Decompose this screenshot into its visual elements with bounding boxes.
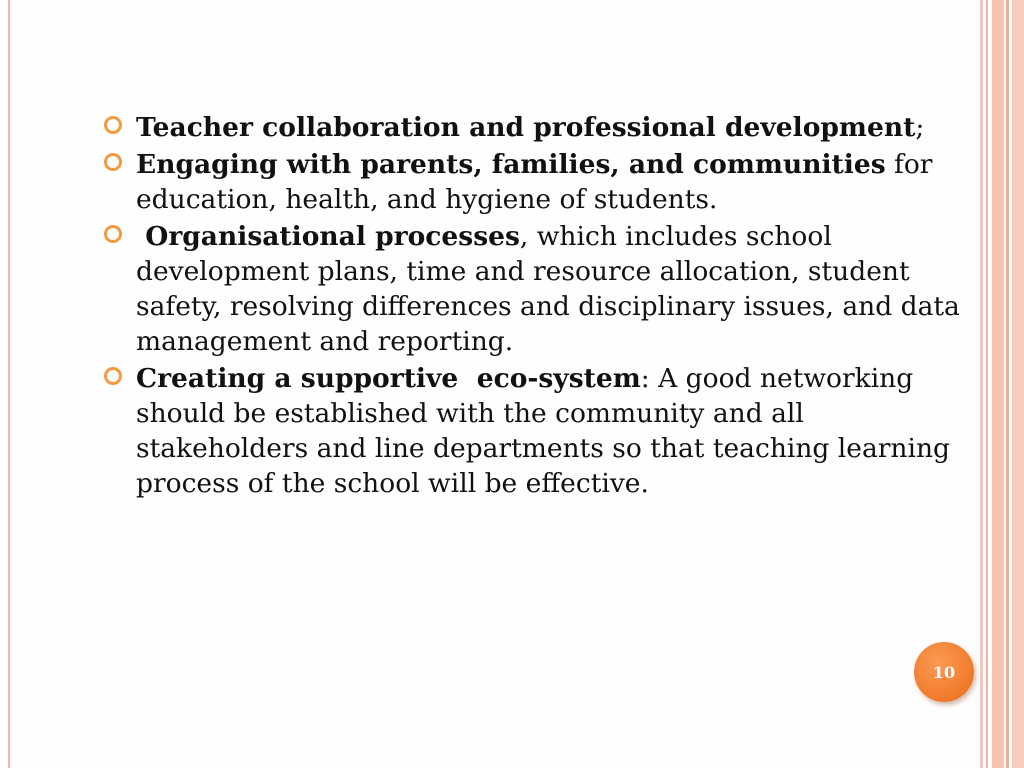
bullet-item-supportive-ecosystem <box>104 361 964 501</box>
bullet-bold-text: Teacher collaboration and professional development <box>136 112 916 143</box>
bullet-bold-text: Engaging with parents, families, and communities <box>136 149 886 180</box>
bullet-text: , which includes school development plans, time and resource allocation, student safety, resolving differences and disciplinary issues, and data management and reporting. <box>136 221 960 357</box>
stripe <box>986 0 988 768</box>
left-border-line <box>8 0 10 768</box>
decorative-right-stripes <box>980 0 1024 768</box>
stripe <box>1006 0 1009 768</box>
stripe <box>1012 0 1024 768</box>
page-number-badge: 10 <box>914 642 974 702</box>
bullet-bold-text: Organisational processes <box>136 221 520 252</box>
circle-bullet-icon <box>104 367 122 385</box>
circle-bullet-icon <box>104 153 122 171</box>
stripe <box>980 0 983 768</box>
bullet-list <box>104 110 964 503</box>
bullet-text: for education, health, and hygiene of students. <box>136 149 933 215</box>
bullet-item-organisational-processes <box>104 219 964 359</box>
bullet-item-teacher-collaboration <box>104 110 964 145</box>
bullet-item-engaging-parents <box>104 147 964 217</box>
circle-bullet-icon <box>104 225 122 243</box>
bullet-bold-text: Creating a supportive eco-system <box>136 363 641 394</box>
bullet-text: : A good networking should be established with the community and all stakeholders and line departments so that teaching learning process of the school will be effective. <box>136 363 951 499</box>
bullet-text: ; <box>915 112 925 143</box>
stripe <box>992 0 1004 768</box>
circle-bullet-icon <box>104 116 122 134</box>
